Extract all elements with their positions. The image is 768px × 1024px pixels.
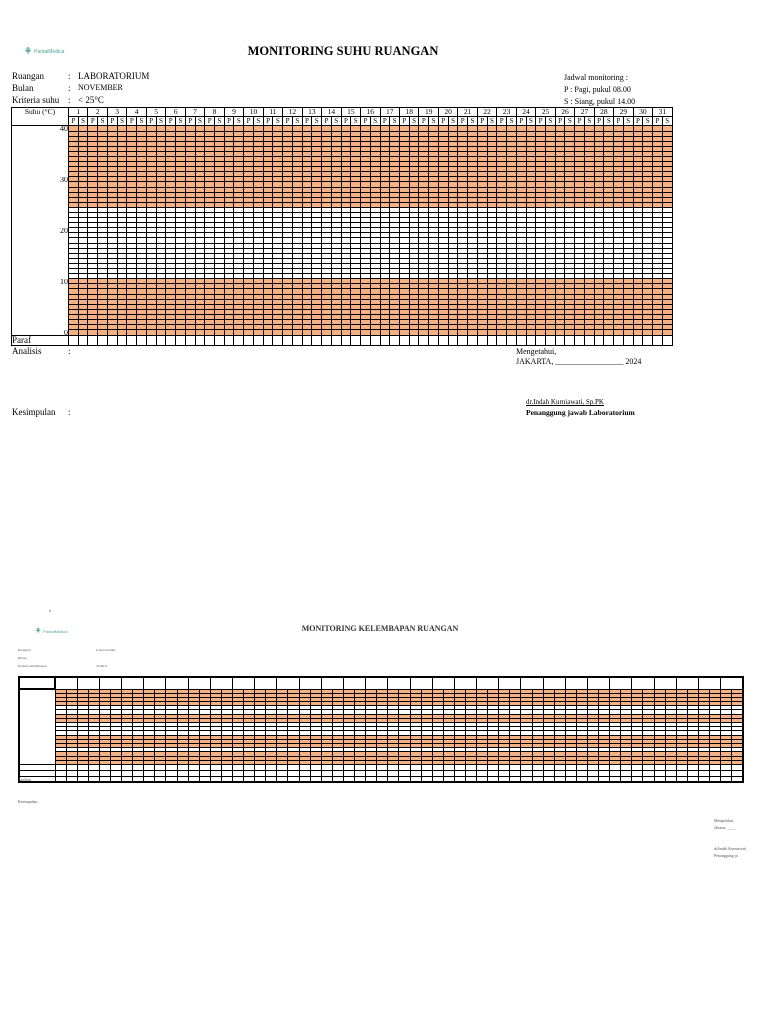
day-header: 6 bbox=[166, 108, 185, 117]
page2-signer-name: dr.Indah Kurniawati bbox=[714, 846, 747, 851]
day-header: 25 bbox=[536, 108, 555, 117]
analisis-colon: : bbox=[68, 346, 71, 356]
pagi-header: P bbox=[69, 117, 79, 126]
siang-header: S bbox=[429, 117, 439, 126]
siang-header: S bbox=[546, 117, 556, 126]
page2-paraf-cell[interactable] bbox=[410, 776, 421, 782]
page2-corner-mark: ii bbox=[49, 608, 52, 613]
page2-paraf-cell[interactable] bbox=[332, 776, 343, 782]
day-header: 28 bbox=[594, 108, 613, 117]
paraf-cell[interactable] bbox=[653, 335, 663, 345]
humidity-grid bbox=[18, 676, 744, 783]
paraf-cell[interactable] bbox=[107, 335, 117, 345]
page2-paraf-cell[interactable] bbox=[144, 776, 155, 782]
page2-sign-place-date: Jakarta, ____ bbox=[714, 825, 736, 830]
siang-header: S bbox=[117, 117, 127, 126]
page2-day-header bbox=[188, 677, 210, 689]
paraf-cell[interactable] bbox=[176, 335, 186, 345]
siang-header: S bbox=[253, 117, 263, 126]
kesimpulan-colon: : bbox=[68, 407, 71, 417]
paraf-cell[interactable] bbox=[283, 335, 293, 345]
page2-day-header bbox=[543, 677, 565, 689]
paraf-cell[interactable] bbox=[487, 335, 497, 345]
page2-signer-role: Penanggung ja bbox=[714, 853, 738, 858]
page2-paraf-cell[interactable] bbox=[221, 776, 232, 782]
siang-header: S bbox=[176, 117, 186, 126]
page2-day-header bbox=[299, 677, 321, 689]
day-header: 15 bbox=[341, 108, 360, 117]
pagi-header: P bbox=[322, 117, 332, 126]
y-axis-label: 0 bbox=[12, 330, 69, 336]
day-header: 2 bbox=[88, 108, 107, 117]
paraf-cell[interactable] bbox=[399, 335, 409, 345]
page2-day-header bbox=[77, 677, 99, 689]
paraf-cell[interactable] bbox=[69, 335, 79, 345]
pagi-header: P bbox=[399, 117, 409, 126]
page2-paraf-cell[interactable] bbox=[55, 776, 66, 782]
page2-day-header bbox=[277, 677, 299, 689]
pagi-header: P bbox=[380, 117, 390, 126]
page2-day-header bbox=[99, 677, 121, 689]
paraf-cell[interactable] bbox=[88, 335, 98, 345]
y-axis-label: 40 bbox=[12, 126, 69, 132]
schedule-heading: Jadwal monitoring : bbox=[564, 73, 628, 82]
page2-paraf-cell[interactable] bbox=[355, 776, 366, 782]
day-header: 21 bbox=[458, 108, 477, 117]
day-header: 14 bbox=[322, 108, 341, 117]
day-header: 24 bbox=[516, 108, 535, 117]
page2-day-header bbox=[477, 677, 499, 689]
page2-paraf-cell[interactable] bbox=[122, 776, 133, 782]
page2-paraf-cell[interactable] bbox=[399, 776, 410, 782]
sign-place-date: JAKARTA, _________________ 2024 bbox=[516, 357, 642, 366]
siang-header: S bbox=[526, 117, 536, 126]
siang-header: S bbox=[195, 117, 205, 126]
pagi-header: P bbox=[419, 117, 429, 126]
page2-day-header bbox=[166, 677, 188, 689]
page2-paraf-cell[interactable] bbox=[321, 776, 332, 782]
y-axis-label: 20 bbox=[12, 228, 69, 233]
day-header: 17 bbox=[380, 108, 399, 117]
page2-paraf-cell[interactable] bbox=[654, 776, 665, 782]
page2-paraf-cell[interactable] bbox=[499, 776, 510, 782]
page2-paraf-cell[interactable] bbox=[133, 776, 144, 782]
pagi-header: P bbox=[244, 117, 254, 126]
day-header: 12 bbox=[283, 108, 302, 117]
page2-paraf-cell[interactable] bbox=[377, 776, 388, 782]
paraf-cell[interactable] bbox=[497, 335, 507, 345]
siang-header: S bbox=[98, 117, 108, 126]
page2-paraf-cell[interactable] bbox=[288, 776, 299, 782]
paraf-cell[interactable] bbox=[312, 335, 322, 345]
day-header: 30 bbox=[633, 108, 652, 117]
page2-paraf-cell[interactable] bbox=[99, 776, 110, 782]
paraf-cell[interactable] bbox=[263, 335, 273, 345]
page2-day-header bbox=[521, 677, 543, 689]
paraf-cell[interactable] bbox=[117, 335, 127, 345]
sign-known: Mengetahui, bbox=[516, 347, 557, 356]
paraf-cell[interactable] bbox=[468, 335, 478, 345]
pagi-header: P bbox=[477, 117, 487, 126]
paraf-cell[interactable] bbox=[614, 335, 624, 345]
pagi-header: P bbox=[146, 117, 156, 126]
page2-paraf-cell[interactable] bbox=[299, 776, 310, 782]
day-header: 1 bbox=[69, 108, 88, 117]
page2-day-header bbox=[144, 677, 166, 689]
paraf-cell[interactable] bbox=[98, 335, 108, 345]
paraf-cell[interactable] bbox=[594, 335, 604, 345]
paraf-cell[interactable] bbox=[166, 335, 176, 345]
pagi-header: P bbox=[575, 117, 585, 126]
page2-paraf-cell[interactable] bbox=[266, 776, 277, 782]
day-header: 29 bbox=[614, 108, 633, 117]
day-header: 10 bbox=[244, 108, 263, 117]
page2-paraf-cell[interactable] bbox=[443, 776, 454, 782]
page2-day-header bbox=[233, 677, 255, 689]
page2-paraf-cell[interactable] bbox=[687, 776, 698, 782]
paraf-cell[interactable] bbox=[195, 335, 205, 345]
page2-paraf-cell[interactable] bbox=[477, 776, 488, 782]
paraf-cell[interactable] bbox=[643, 335, 653, 345]
page2-paraf-cell[interactable] bbox=[155, 776, 166, 782]
page2-paraf-cell[interactable] bbox=[210, 776, 221, 782]
paraf-cell[interactable] bbox=[224, 335, 234, 345]
page2-paraf-cell[interactable] bbox=[732, 776, 743, 782]
paraf-cell[interactable] bbox=[146, 335, 156, 345]
day-header: 8 bbox=[205, 108, 224, 117]
page2-logo-icon: ⚘ bbox=[35, 628, 42, 635]
day-header: 13 bbox=[302, 108, 321, 117]
page2-paraf-cell[interactable] bbox=[343, 776, 354, 782]
page2-day-header bbox=[122, 677, 144, 689]
page2-paraf-cell[interactable] bbox=[488, 776, 499, 782]
corner-label: Suhu (°C) bbox=[12, 108, 69, 126]
pagi-header: P bbox=[594, 117, 604, 126]
page2-paraf-cell[interactable] bbox=[244, 776, 255, 782]
pagi-header: P bbox=[458, 117, 468, 126]
paraf-cell[interactable] bbox=[273, 335, 283, 345]
paraf-cell[interactable] bbox=[526, 335, 536, 345]
info-label: Bulan bbox=[12, 83, 34, 93]
paraf-cell[interactable] bbox=[361, 335, 371, 345]
paraf-cell[interactable] bbox=[331, 335, 341, 345]
siang-header: S bbox=[662, 117, 672, 126]
siang-header: S bbox=[312, 117, 322, 126]
paraf-cell[interactable] bbox=[78, 335, 88, 345]
signer-name: dr.Indah Kurniawati, Sp.PK bbox=[526, 398, 604, 406]
page2-paraf-cell[interactable] bbox=[565, 776, 576, 782]
paraf-cell[interactable] bbox=[507, 335, 517, 345]
paraf-cell[interactable] bbox=[546, 335, 556, 345]
siang-header: S bbox=[390, 117, 400, 126]
pagi-header: P bbox=[107, 117, 117, 126]
page2-day-header bbox=[632, 677, 654, 689]
day-header: 20 bbox=[438, 108, 457, 117]
siang-header: S bbox=[137, 117, 147, 126]
pagi-header: P bbox=[283, 117, 293, 126]
pagi-header: P bbox=[88, 117, 98, 126]
page2-paraf-cell[interactable] bbox=[432, 776, 443, 782]
page2-day-header bbox=[676, 677, 698, 689]
day-header: 23 bbox=[497, 108, 516, 117]
page2-kesimpulan-label: Kesimpulan bbox=[18, 799, 38, 804]
signer-role: Penanggung jawab Laboratorium bbox=[526, 408, 635, 417]
siang-header: S bbox=[370, 117, 380, 126]
siang-header: S bbox=[604, 117, 614, 126]
info-label: Kriteria kelembapan bbox=[18, 664, 47, 668]
page2-paraf-cell[interactable] bbox=[199, 776, 210, 782]
logo-icon: ⚘ bbox=[24, 46, 33, 56]
page2-day-header bbox=[366, 677, 388, 689]
page2-day-header bbox=[410, 677, 432, 689]
paraf-cell[interactable] bbox=[458, 335, 468, 345]
page2-paraf-cell[interactable] bbox=[588, 776, 599, 782]
page2-paraf-cell[interactable] bbox=[465, 776, 476, 782]
page2-paraf-cell[interactable] bbox=[698, 776, 709, 782]
page2-paraf-cell[interactable] bbox=[421, 776, 432, 782]
day-header: 3 bbox=[107, 108, 126, 117]
info-value: 35-60% bbox=[96, 664, 108, 668]
info-label: Kriteria suhu bbox=[12, 95, 60, 105]
day-header: 31 bbox=[653, 108, 672, 117]
siang-header: S bbox=[331, 117, 341, 126]
paraf-cell[interactable] bbox=[244, 335, 254, 345]
pagi-header: P bbox=[341, 117, 351, 126]
siang-header: S bbox=[78, 117, 88, 126]
page2-paraf-cell[interactable] bbox=[510, 776, 521, 782]
info-label: Ruangan bbox=[18, 648, 31, 652]
pagi-header: P bbox=[614, 117, 624, 126]
paraf-cell[interactable] bbox=[341, 335, 351, 345]
siang-header: S bbox=[584, 117, 594, 126]
schedule-noon: S : Siang, pukul 14.00 bbox=[564, 97, 636, 106]
pagi-header: P bbox=[653, 117, 663, 126]
siang-header: S bbox=[643, 117, 653, 126]
page2-day-header bbox=[210, 677, 232, 689]
day-header: 7 bbox=[185, 108, 204, 117]
day-header: 18 bbox=[399, 108, 418, 117]
day-header: 16 bbox=[361, 108, 380, 117]
paraf-cell[interactable] bbox=[205, 335, 215, 345]
info-value: LABORATORIUM bbox=[78, 71, 150, 81]
info-colon: : bbox=[68, 95, 71, 105]
page2-day-header bbox=[388, 677, 410, 689]
pagi-header: P bbox=[185, 117, 195, 126]
siang-header: S bbox=[273, 117, 283, 126]
kesimpulan-label: Kesimpulan bbox=[12, 407, 56, 417]
page2-day-header bbox=[255, 677, 277, 689]
pagi-header: P bbox=[555, 117, 565, 126]
page2-paraf-cell[interactable] bbox=[88, 776, 99, 782]
page2-paraf-cell[interactable] bbox=[643, 776, 654, 782]
page2-paraf-cell[interactable] bbox=[532, 776, 543, 782]
pagi-header: P bbox=[302, 117, 312, 126]
info-colon: : bbox=[68, 83, 71, 93]
page2-corner-cell bbox=[19, 677, 55, 689]
siang-header: S bbox=[351, 117, 361, 126]
pagi-header: P bbox=[633, 117, 643, 126]
page2-paraf-cell[interactable] bbox=[710, 776, 721, 782]
paraf-cell[interactable] bbox=[409, 335, 419, 345]
paraf-cell[interactable] bbox=[623, 335, 633, 345]
analisis-label: Analisis bbox=[12, 346, 42, 356]
paraf-cell[interactable] bbox=[555, 335, 565, 345]
info-value: < 25°C bbox=[78, 95, 104, 105]
siang-header: S bbox=[487, 117, 497, 126]
page2-paraf-cell[interactable] bbox=[554, 776, 565, 782]
pagi-header: P bbox=[166, 117, 176, 126]
page2-paraf-cell[interactable] bbox=[576, 776, 587, 782]
pagi-header: P bbox=[516, 117, 526, 126]
paraf-cell[interactable] bbox=[234, 335, 244, 345]
day-header: 5 bbox=[146, 108, 165, 117]
page2-day-header bbox=[698, 677, 720, 689]
paraf-cell[interactable] bbox=[438, 335, 448, 345]
info-colon: : bbox=[68, 71, 71, 81]
page2-paraf-cell[interactable] bbox=[621, 776, 632, 782]
page2-paraf-cell[interactable] bbox=[521, 776, 532, 782]
page2-paraf-cell[interactable] bbox=[665, 776, 676, 782]
paraf-cell[interactable] bbox=[429, 335, 439, 345]
pagi-header: P bbox=[361, 117, 371, 126]
siang-header: S bbox=[565, 117, 575, 126]
y-axis-label: 30 bbox=[12, 177, 69, 182]
pagi-header: P bbox=[438, 117, 448, 126]
siang-header: S bbox=[448, 117, 458, 126]
paraf-cell[interactable] bbox=[419, 335, 429, 345]
paraf-cell[interactable] bbox=[575, 335, 585, 345]
siang-header: S bbox=[409, 117, 419, 126]
paraf-cell[interactable] bbox=[215, 335, 225, 345]
page2-paraf-cell[interactable] bbox=[110, 776, 121, 782]
page2-analisis-label: Analisis bbox=[18, 777, 32, 782]
page2-paraf-cell[interactable] bbox=[166, 776, 177, 782]
siang-header: S bbox=[215, 117, 225, 126]
pagi-header: P bbox=[205, 117, 215, 126]
page2-paraf-cell[interactable] bbox=[255, 776, 266, 782]
page2-paraf-cell[interactable] bbox=[277, 776, 288, 782]
paraf-cell[interactable] bbox=[137, 335, 147, 345]
paraf-cell[interactable] bbox=[565, 335, 575, 345]
page2-day-header bbox=[432, 677, 454, 689]
paraf-cell[interactable] bbox=[127, 335, 137, 345]
page2-paraf-cell[interactable] bbox=[721, 776, 732, 782]
paraf-cell[interactable] bbox=[253, 335, 263, 345]
day-header: 22 bbox=[477, 108, 496, 117]
page2-paraf-cell[interactable] bbox=[366, 776, 377, 782]
page2-title: MONITORING KELEMBAPAN RUANGAN bbox=[301, 624, 459, 633]
page2-day-header bbox=[454, 677, 476, 689]
paraf-cell[interactable] bbox=[322, 335, 332, 345]
paraf-cell[interactable] bbox=[536, 335, 546, 345]
pagi-header: P bbox=[536, 117, 546, 126]
day-header: 4 bbox=[127, 108, 146, 117]
siang-header: S bbox=[468, 117, 478, 126]
siang-header: S bbox=[292, 117, 302, 126]
page2-day-header bbox=[343, 677, 365, 689]
day-header: 19 bbox=[419, 108, 438, 117]
page2-paraf-cell[interactable] bbox=[388, 776, 399, 782]
page2-paraf-cell[interactable] bbox=[77, 776, 88, 782]
pagi-header: P bbox=[263, 117, 273, 126]
paraf-cell[interactable] bbox=[156, 335, 166, 345]
page2-sign-known: Mengetahui, bbox=[714, 818, 735, 823]
paraf-cell[interactable] bbox=[302, 335, 312, 345]
pagi-header: P bbox=[224, 117, 234, 126]
paraf-cell[interactable] bbox=[390, 335, 400, 345]
page2-paraf-cell[interactable] bbox=[676, 776, 687, 782]
day-header: 9 bbox=[224, 108, 243, 117]
info-value: Laboratorium bbox=[96, 648, 116, 652]
page2-day-header bbox=[610, 677, 632, 689]
paraf-label: Paraf bbox=[12, 335, 69, 345]
paraf-cell[interactable] bbox=[633, 335, 643, 345]
siang-header: S bbox=[234, 117, 244, 126]
paraf-cell[interactable] bbox=[662, 335, 672, 345]
page2-day-header bbox=[654, 677, 676, 689]
day-header: 27 bbox=[575, 108, 594, 117]
info-label: Ruangan bbox=[12, 71, 44, 81]
page2-logo-text: PantaiMedica bbox=[43, 628, 68, 634]
page2-paraf-cell[interactable] bbox=[454, 776, 465, 782]
paraf-cell[interactable] bbox=[370, 335, 380, 345]
paraf-cell[interactable] bbox=[292, 335, 302, 345]
paraf-cell[interactable] bbox=[448, 335, 458, 345]
page2-day-header bbox=[55, 677, 77, 689]
page2-paraf-cell[interactable] bbox=[632, 776, 643, 782]
paraf-cell[interactable] bbox=[185, 335, 195, 345]
page2-paraf-cell[interactable] bbox=[66, 776, 77, 782]
siang-header: S bbox=[156, 117, 166, 126]
info-value: NOVEMBER bbox=[78, 83, 123, 92]
page2-day-header bbox=[588, 677, 610, 689]
day-header: 26 bbox=[555, 108, 574, 117]
pagi-header: P bbox=[127, 117, 137, 126]
page-title: MONITORING SUHU RUANGAN bbox=[247, 44, 439, 58]
y-axis-label: 10 bbox=[12, 279, 69, 284]
page2-day-header bbox=[565, 677, 587, 689]
paraf-cell[interactable] bbox=[604, 335, 614, 345]
paraf-cell[interactable] bbox=[351, 335, 361, 345]
page2-day-header bbox=[721, 677, 743, 689]
page2-paraf-cell[interactable] bbox=[610, 776, 621, 782]
paraf-cell[interactable] bbox=[584, 335, 594, 345]
schedule-morning: P : Pagi, pukul 08.00 bbox=[564, 85, 631, 94]
page2-paraf-cell[interactable] bbox=[233, 776, 244, 782]
info-label: Bulan bbox=[18, 656, 27, 660]
paraf-cell[interactable] bbox=[516, 335, 526, 345]
page2-day-header bbox=[321, 677, 343, 689]
paraf-cell[interactable] bbox=[477, 335, 487, 345]
temperature-grid bbox=[11, 107, 673, 346]
logo-text: PantaiMedica bbox=[34, 48, 65, 55]
page2-paraf-cell[interactable] bbox=[177, 776, 188, 782]
page2-paraf-cell[interactable] bbox=[310, 776, 321, 782]
paraf-cell[interactable] bbox=[380, 335, 390, 345]
pagi-header: P bbox=[497, 117, 507, 126]
page2-paraf-cell[interactable] bbox=[543, 776, 554, 782]
page2-day-header bbox=[499, 677, 521, 689]
day-header: 11 bbox=[263, 108, 282, 117]
page2-paraf-cell[interactable] bbox=[188, 776, 199, 782]
page2-paraf-cell[interactable] bbox=[599, 776, 610, 782]
siang-header: S bbox=[623, 117, 633, 126]
siang-header: S bbox=[507, 117, 517, 126]
